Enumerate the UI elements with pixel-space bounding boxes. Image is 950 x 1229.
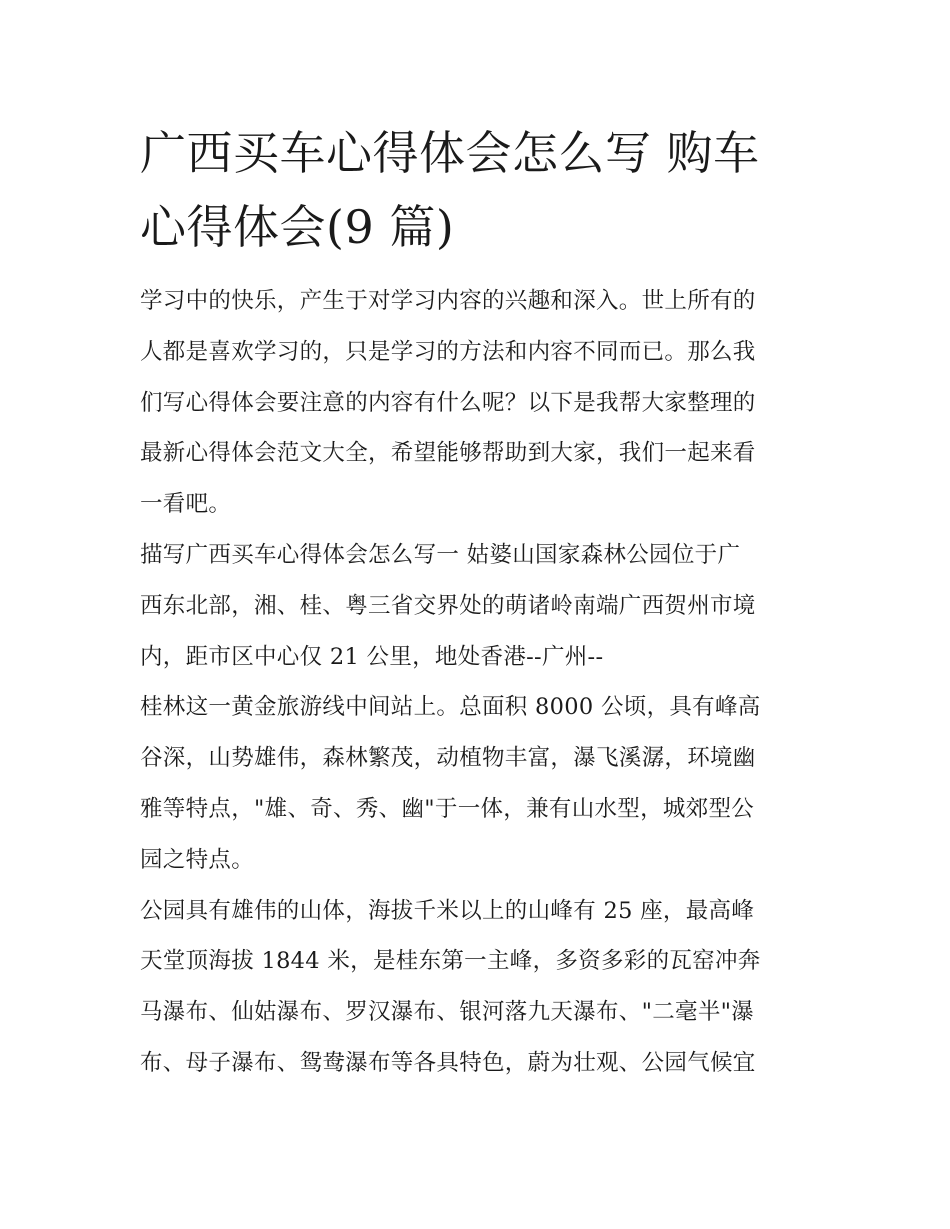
body-line: 公园具有雄伟的山体，海拔千米以上的山峰有 25 座，最高峰: [140, 897, 755, 924]
body-line: 天堂顶海拔 1844 米，是桂东第一主峰，多资多彩的瓦窑冲奔: [140, 948, 761, 975]
body-line: 园之特点。: [140, 846, 255, 873]
body-line: 学习中的快乐，产生于对学习内容的兴趣和深入。世上所有的: [140, 288, 756, 314]
body-line: 雅等特点，"雄、奇、秀、幽"于一体，兼有山水型，城郊型公: [140, 795, 755, 822]
body-line: 马瀑布、仙姑瀑布、罗汉瀑布、银河落九天瀑布、"二毫半"瀑: [140, 999, 755, 1026]
body-line: 布、母子瀑布、鸳鸯瀑布等各具特色，蔚为壮观、公园气候宜: [140, 1049, 756, 1076]
body-line: 最新心得体会范文大全，希望能够帮助到大家，我们一起来看: [140, 440, 756, 467]
title-line-2: 心得体会(9 篇): [140, 200, 455, 254]
document-body: [140, 276, 814, 1089]
body-line: 人都是喜欢学习的，只是学习的方法和内容不同而已。那么我: [140, 338, 756, 365]
document-title: [140, 116, 820, 264]
body-line: 一看吧。: [140, 491, 232, 518]
body-line: 们写心得体会要注意的内容有什么呢？以下是我帮大家整理的: [140, 389, 756, 416]
body-line: 描写广西买车心得体会怎么写一 姑婆山国家森林公园位于广: [140, 541, 741, 568]
body-line: 桂林这一黄金旅游线中间站上。总面积 8000 公顷，具有峰高: [140, 694, 761, 721]
title-line-1: 广西买车心得体会怎么写 购车: [140, 126, 760, 180]
body-line: 谷深，山势雄伟，森林繁茂，动植物丰富，瀑飞溪潺，环境幽: [140, 745, 756, 772]
body-line: 内，距市区中心仅 21 公里，地处香港--广州--: [140, 643, 604, 670]
body-line: 西东北部，湘、桂、粤三省交界处的萌诸岭南端广西贺州市境: [140, 592, 756, 619]
